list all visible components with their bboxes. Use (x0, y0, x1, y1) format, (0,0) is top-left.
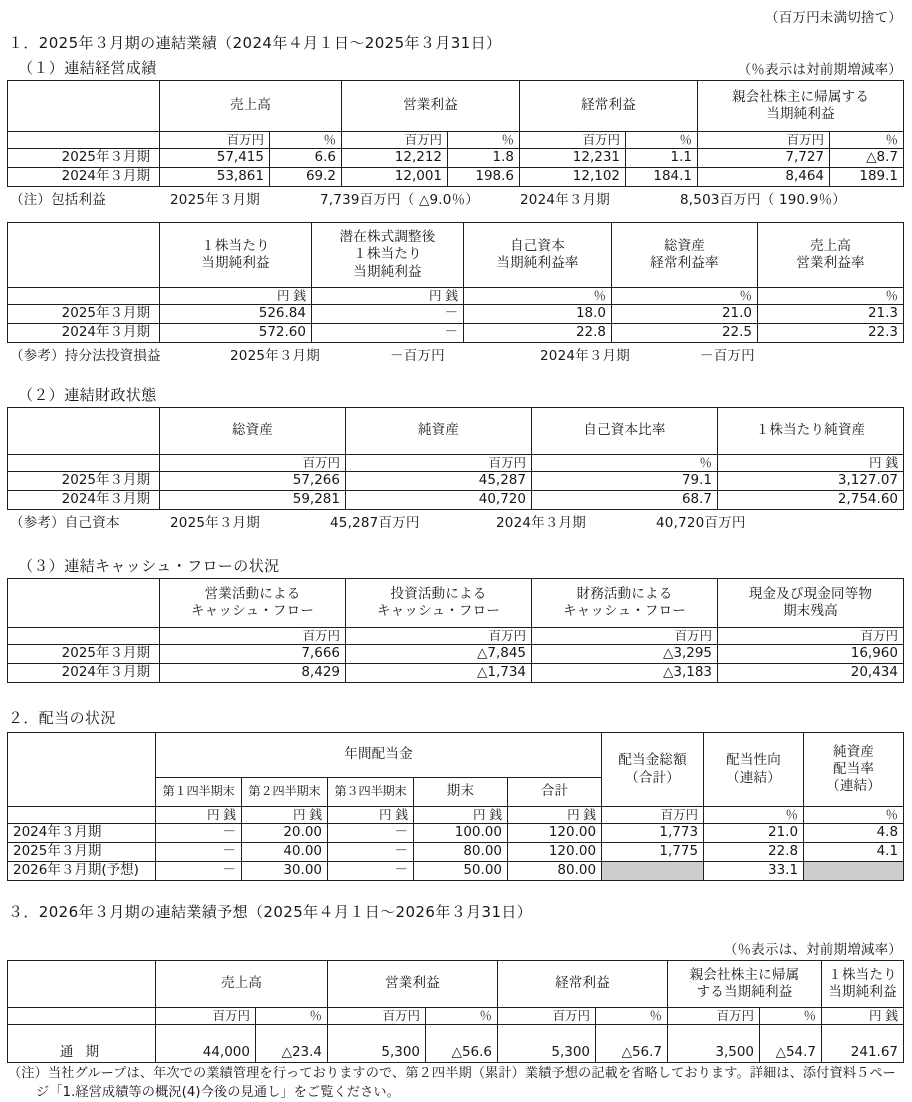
header-roe (464, 223, 612, 288)
unit-payout: ％ (704, 807, 804, 824)
cell-q2: 20.00 (242, 824, 328, 843)
eq-value-1: 45,287百万円 (330, 515, 420, 531)
cell-opm: 21.3 (758, 305, 904, 324)
header-net-income-line2: する当期純利益 (696, 984, 793, 1000)
cell-operating-cf: 8,429 (160, 664, 346, 683)
row-label: 2025年３月期 (8, 472, 160, 491)
header-roa-line1: 総資産 (663, 237, 706, 254)
row-label: 2024年３月期 (8, 491, 160, 510)
header-payout-ratio (704, 733, 804, 807)
ci-value-1: 7,739百万円（ △9.0％） (320, 192, 479, 208)
eq-value-2: 40,720百万円 (656, 515, 746, 531)
ci-prefix: （注）包括利益 (10, 192, 106, 208)
header-bps: １株当たり純資産 (718, 408, 904, 455)
cell-eps: 572.60 (160, 324, 312, 343)
header-doe-line3: （連結） (826, 778, 881, 795)
cell-op-pct: 198.6 (448, 168, 520, 187)
header-net-income-line2: 当期純利益 (766, 106, 835, 122)
header-payout-ratio-line1: 配当性向 (726, 752, 781, 769)
unit-op-pct: ％ (448, 132, 520, 149)
table-header-row (8, 223, 904, 288)
header-ordinary-income: 経常利益 (520, 81, 698, 132)
header-roe-line1: 自己資本 (510, 237, 565, 254)
section3-footnote (8, 1064, 896, 1102)
unit-sales-pct: ％ (270, 132, 342, 149)
cell-total: 120.00 (508, 824, 602, 843)
cell-net-assets: 45,287 (346, 472, 532, 491)
header-diluted-eps-line3: 当期純利益 (353, 263, 422, 280)
header-roa (612, 223, 758, 288)
ci-period-1: 2025年３月期 (170, 192, 260, 208)
header-blank (8, 961, 156, 1008)
footnote-text: 当社グループは、年次での業績管理を行っておりますので、第２四半期（累計）業績予想の記載を省略しております。詳細は、添付資料５ページ「1.経営成績等の概況(4)今後の見通し」をご覧ください。 (36, 1066, 896, 1101)
unit-sales-yen: 百万円 (156, 1008, 256, 1025)
header-eps-line2: 当期純利益 (201, 255, 270, 271)
header-doe-line1: 純資産 (833, 743, 875, 760)
cell-doe: 4.8 (804, 824, 904, 843)
cell-sales-pct: 6.6 (270, 149, 342, 168)
header-blank (8, 733, 156, 807)
cell-payout: 22.8 (704, 843, 804, 862)
cell-ord-pct: △56.7 (596, 1025, 668, 1063)
header-operating-cf-line2: キャッシュ・フロー (190, 603, 315, 619)
unit-ord-pct: ％ (596, 1008, 668, 1025)
unit-blank (8, 1008, 156, 1025)
cell-total: 80.00 (508, 862, 602, 881)
unit-ord-pct: ％ (626, 132, 698, 149)
cell-roa: 21.0 (612, 305, 758, 324)
table-row (8, 324, 904, 343)
unit-net-pct: ％ (830, 132, 904, 149)
header-investing-cf-line1: 投資活動による (390, 585, 487, 602)
section1-sub2-heading (0, 384, 912, 405)
cell-financing-cf: △3,183 (532, 664, 718, 683)
row-label: 2025年３月期 (8, 149, 160, 168)
header-eps (160, 223, 312, 288)
unit-row (8, 288, 904, 305)
footnote-line (8, 1064, 896, 1102)
header-eps-line2: 当期純利益 (828, 984, 897, 1000)
unit-net-assets: 百万円 (346, 455, 532, 472)
unit-eps: 円 銭 (822, 1008, 904, 1025)
unit-cash-balance: 百万円 (718, 628, 904, 645)
cell-net-pct: 189.1 (830, 168, 904, 187)
header-net-assets: 純資産 (346, 408, 532, 455)
section2-heading: ２．配当の状況 (8, 709, 116, 727)
header-total-dividend-amount-line1: 配当金総額 (618, 752, 687, 769)
unit-op-yen: 百万円 (342, 132, 448, 149)
unit-investing-cf: 百万円 (346, 628, 532, 645)
header-investing-cf (346, 579, 532, 628)
header-blank (8, 408, 160, 455)
unit-roe: ％ (464, 288, 612, 305)
unit-doe: ％ (804, 807, 904, 824)
cell-cash-balance: 16,960 (718, 645, 904, 664)
em-value-1: －百万円 (390, 348, 445, 364)
cell-investing-cf: △1,734 (346, 664, 532, 683)
table-header-row (8, 579, 904, 628)
header-operating-cf-line1: 営業活動による (204, 585, 301, 602)
header-dividend-on-equity (804, 733, 904, 807)
header-q1-end: 第１四半期末 (156, 778, 242, 807)
section1-sub1-heading (0, 57, 912, 78)
unit-blank (8, 807, 156, 824)
section1-sub2-label: （２）連結財政状態 (18, 386, 157, 404)
footnote-marker: （注） (8, 1066, 48, 1081)
cell-total-amount: 1,775 (602, 843, 704, 862)
cell-op: 12,212 (342, 149, 448, 168)
cell-op-pct: △56.6 (426, 1025, 498, 1063)
header-operating-cf (160, 579, 346, 628)
eq-prefix: （参考）自己資本 (10, 515, 120, 531)
header-net-income-line1: 親会社株主に帰属 (689, 966, 800, 983)
header-total-assets: 総資産 (160, 408, 346, 455)
section1-sub1-label: （１）連結経営成績 (18, 59, 157, 77)
equity-method-note (7, 344, 903, 364)
header-diluted-eps-line2: １株当たり (353, 246, 422, 263)
unit-opm: ％ (758, 288, 904, 305)
header-net-income (698, 81, 904, 132)
row-label: 2025年３月期 (8, 843, 156, 862)
header-eps-line1: １株当たり (828, 966, 897, 983)
per-share-ratio-table (7, 222, 904, 343)
row-label: 2026年３月期(予想) (8, 862, 156, 881)
eq-period-1: 2025年３月期 (170, 515, 260, 531)
dividend-table (7, 732, 904, 881)
cell-roe: 18.0 (464, 305, 612, 324)
equity-reference-note (7, 511, 903, 531)
unit-row (8, 807, 904, 824)
cell-q1: － (156, 824, 242, 843)
cash-flow-table (7, 578, 904, 683)
table-row (8, 149, 904, 168)
cell-bps: 3,127.07 (718, 472, 904, 491)
header-equity-ratio: 自己資本比率 (532, 408, 718, 455)
cell-diluted-eps: － (312, 324, 464, 343)
unit-q2: 円 銭 (242, 807, 328, 824)
earnings-forecast-table (7, 960, 904, 1063)
unit-sales-yen: 百万円 (160, 132, 270, 149)
header-net-income-line1: 親会社株主に帰属する (732, 88, 870, 105)
header-roe-line2: 当期純利益率 (496, 255, 579, 271)
cell-total-amount-na (602, 862, 704, 881)
row-label: 2025年３月期 (8, 305, 160, 324)
unit-row (8, 455, 904, 472)
table-header-row (8, 961, 904, 1008)
header-total-dividend-amount-line2: （合計） (625, 769, 680, 786)
header-year-end: 期末 (414, 778, 508, 807)
row-label: 2024年３月期 (8, 824, 156, 843)
cell-total: 120.00 (508, 843, 602, 862)
cell-sales: 44,000 (156, 1025, 256, 1063)
header-blank (8, 579, 160, 628)
header-net-sales: 売上高 (156, 961, 328, 1008)
section3-note: （％表示は、対前期増減率） (723, 942, 902, 958)
em-prefix: （参考）持分法投資損益 (10, 348, 161, 364)
row-label: 通 期 (8, 1025, 156, 1063)
header-q2-end: 第２四半期末 (242, 778, 328, 807)
em-value-2: －百万円 (700, 348, 755, 364)
eq-period-2: 2024年３月期 (496, 515, 586, 531)
cell-q1: － (156, 862, 242, 881)
em-period-2: 2024年３月期 (540, 348, 630, 364)
unit-roa: ％ (612, 288, 758, 305)
cell-investing-cf: △7,845 (346, 645, 532, 664)
cell-diluted-eps: － (312, 305, 464, 324)
cell-net-assets: 40,720 (346, 491, 532, 510)
cell-q2: 40.00 (242, 843, 328, 862)
cell-payout: 33.1 (704, 862, 804, 881)
cell-q3: － (328, 862, 414, 881)
cell-ord-pct: 184.1 (626, 168, 698, 187)
cell-ord: 5,300 (498, 1025, 596, 1063)
unit-row (8, 132, 904, 149)
unit-blank (8, 132, 160, 149)
table-row (8, 1025, 904, 1063)
cell-total-amount: 1,773 (602, 824, 704, 843)
cell-op: 12,001 (342, 168, 448, 187)
header-cash-balance-line2: 期末残高 (783, 603, 838, 619)
header-blank (8, 81, 160, 132)
section3-heading: ３．2026年３月期の連結業績予想（2025年４月１日～2026年３月31日） (8, 903, 533, 921)
header-blank (8, 223, 160, 288)
row-label: 2025年３月期 (8, 645, 160, 664)
header-operating-margin (758, 223, 904, 288)
unit-q3: 円 銭 (328, 807, 414, 824)
cell-bps: 2,754.60 (718, 491, 904, 510)
cell-opm: 22.3 (758, 324, 904, 343)
table-row (8, 843, 904, 862)
cell-q3: － (328, 824, 414, 843)
table-row (8, 472, 904, 491)
unit-row (8, 628, 904, 645)
unit-sales-pct: ％ (256, 1008, 328, 1025)
cell-equity-ratio: 68.7 (532, 491, 718, 510)
header-diluted-eps-line1: 潜在株式調整後 (339, 229, 436, 246)
consolidated-results-table (7, 80, 904, 187)
cell-year-end: 50.00 (414, 862, 508, 881)
cell-total-assets: 57,266 (160, 472, 346, 491)
financial-position-table (7, 407, 904, 510)
cell-year-end: 100.00 (414, 824, 508, 843)
cell-year-end: 80.00 (414, 843, 508, 862)
cell-operating-cf: 7,666 (160, 645, 346, 664)
cell-eps: 526.84 (160, 305, 312, 324)
header-total: 合計 (508, 778, 602, 807)
header-investing-cf-line2: キャッシュ・フロー (376, 603, 501, 619)
table-row (8, 824, 904, 843)
cell-q3: － (328, 843, 414, 862)
em-period-1: 2025年３月期 (230, 348, 320, 364)
header-roa-line2: 経常利益率 (650, 255, 719, 271)
table-row (8, 645, 904, 664)
cell-sales-pct: △23.4 (256, 1025, 328, 1063)
cell-ord-pct: 1.1 (626, 149, 698, 168)
header-eps (822, 961, 904, 1008)
unit-equity-ratio: ％ (532, 455, 718, 472)
cell-roa: 22.5 (612, 324, 758, 343)
header-financing-cf (532, 579, 718, 628)
unit-q1: 円 銭 (156, 807, 242, 824)
table-row (8, 168, 904, 187)
unit-net-pct: ％ (760, 1008, 822, 1025)
section1-sub3-heading (0, 555, 912, 576)
section1-heading: １．2025年３月期の連結業績（2024年４月１日～2025年３月31日） (8, 34, 502, 52)
unit-op-yen: 百万円 (328, 1008, 426, 1025)
header-cash-balance-line1: 現金及び現金同等物 (748, 585, 873, 602)
unit-bps: 円 銭 (718, 455, 904, 472)
table-header-row-1 (8, 733, 904, 778)
unit-blank (8, 288, 160, 305)
comprehensive-income-note (7, 188, 903, 208)
cell-net-pct: △54.7 (760, 1025, 822, 1063)
cell-q1: － (156, 843, 242, 862)
cell-sales-pct: 69.2 (270, 168, 342, 187)
cell-net: 7,727 (698, 149, 830, 168)
unit-ord-yen: 百万円 (498, 1008, 596, 1025)
header-q3-end: 第３四半期末 (328, 778, 414, 807)
unit-financing-cf: 百万円 (532, 628, 718, 645)
header-net-income (668, 961, 822, 1008)
cell-doe-na (804, 862, 904, 881)
header-payout-ratio-line2: （連結） (726, 769, 781, 786)
header-diluted-eps (312, 223, 464, 288)
cell-eps: 241.67 (822, 1025, 904, 1063)
cell-roe: 22.8 (464, 324, 612, 343)
cell-doe: 4.1 (804, 843, 904, 862)
cell-net-pct: △8.7 (830, 149, 904, 168)
unit-op-pct: ％ (426, 1008, 498, 1025)
cell-q2: 30.00 (242, 862, 328, 881)
unit-row (8, 1008, 904, 1025)
rounding-note: （百万円未満切捨て） (765, 10, 902, 26)
cell-ord: 12,231 (520, 149, 626, 168)
cell-sales: 57,415 (160, 149, 270, 168)
cell-payout: 21.0 (704, 824, 804, 843)
header-opm-line2: 営業利益率 (796, 255, 865, 271)
cell-ord: 12,102 (520, 168, 626, 187)
unit-net-yen: 百万円 (668, 1008, 760, 1025)
row-label: 2024年３月期 (8, 324, 160, 343)
unit-operating-cf: 百万円 (160, 628, 346, 645)
cell-net: 3,500 (668, 1025, 760, 1063)
header-financing-cf-line2: キャッシュ・フロー (562, 603, 687, 619)
unit-year-end: 円 銭 (414, 807, 508, 824)
table-row (8, 664, 904, 683)
cell-net: 8,464 (698, 168, 830, 187)
table-header-row (8, 81, 904, 132)
header-operating-income: 営業利益 (328, 961, 498, 1008)
header-financing-cf-line1: 財務活動による (576, 585, 673, 602)
unit-diluted-eps: 円 銭 (312, 288, 464, 305)
header-annual-dividend: 年間配当金 (156, 733, 602, 778)
table-row (8, 491, 904, 510)
unit-blank (8, 628, 160, 645)
cell-op-pct: 1.8 (448, 149, 520, 168)
row-label: 2024年３月期 (8, 168, 160, 187)
section1-sub3-label: （３）連結キャッシュ・フローの状況 (18, 557, 280, 575)
cell-op: 5,300 (328, 1025, 426, 1063)
ci-value-2: 8,503百万円（ 190.9％） (680, 192, 846, 208)
header-cash-balance (718, 579, 904, 628)
cell-equity-ratio: 79.1 (532, 472, 718, 491)
header-opm-line1: 売上高 (809, 237, 852, 254)
header-ordinary-income: 経常利益 (498, 961, 668, 1008)
cell-cash-balance: 20,434 (718, 664, 904, 683)
unit-total-amount: 百万円 (602, 807, 704, 824)
header-total-dividend-amount (602, 733, 704, 807)
cell-sales: 53,861 (160, 168, 270, 187)
unit-net-yen: 百万円 (698, 132, 830, 149)
table-row (8, 305, 904, 324)
header-eps-line1: １株当たり (201, 237, 270, 254)
row-label: 2024年３月期 (8, 664, 160, 683)
table-row-forecast (8, 862, 904, 881)
table-header-row (8, 408, 904, 455)
unit-total-assets: 百万円 (160, 455, 346, 472)
cell-financing-cf: △3,295 (532, 645, 718, 664)
unit-total: 円 銭 (508, 807, 602, 824)
unit-eps: 円 銭 (160, 288, 312, 305)
unit-blank (8, 455, 160, 472)
unit-ord-yen: 百万円 (520, 132, 626, 149)
header-doe-line2: 配当率 (833, 760, 875, 777)
cell-total-assets: 59,281 (160, 491, 346, 510)
section1-sub1-note: （％表示は対前期増減率） (737, 62, 902, 78)
header-operating-income: 営業利益 (342, 81, 520, 132)
ci-period-2: 2024年３月期 (520, 192, 610, 208)
header-net-sales: 売上高 (160, 81, 342, 132)
